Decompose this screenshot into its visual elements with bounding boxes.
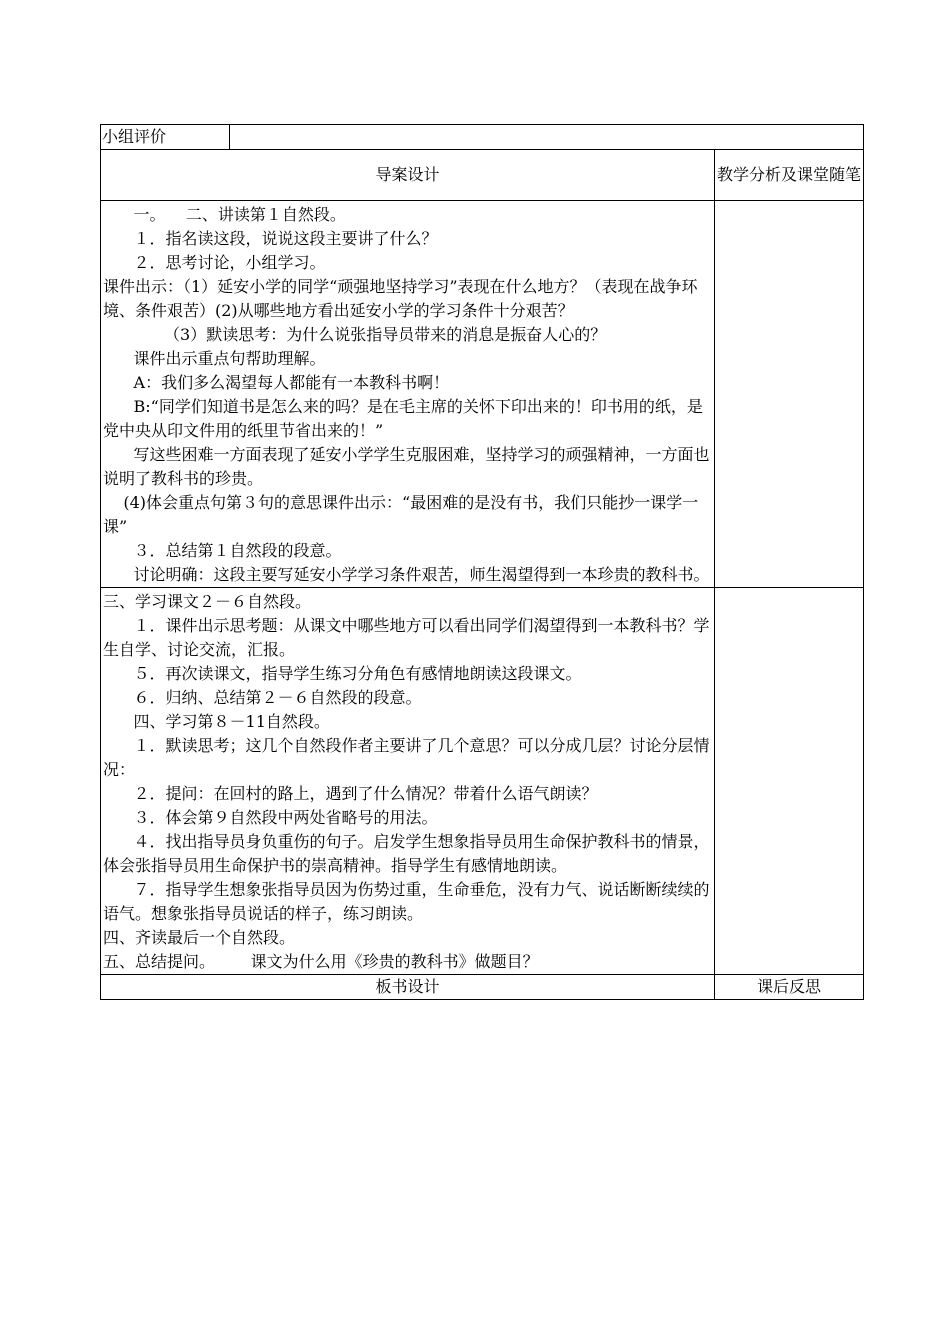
- analysis-title: 教学分析及课堂随笔: [715, 150, 864, 201]
- section-two-paragraph: 三、学习课文２－６自然段。: [103, 592, 312, 611]
- section-one-paragraph: B:“同学们知道书是怎么来的吗？是在毛主席的关怀下印出来的！印书用的纸，是党中央从印文件用的纸里节省出来的！”: [103, 397, 703, 440]
- section-two-row: [101, 588, 864, 975]
- section-one-paragraph: A：我们多么渴望每人都能有一本教科书啊！: [103, 373, 450, 392]
- section-two-paragraph: ６．归纳、总结第２－６自然段的段意。: [103, 688, 422, 707]
- section-one-paragraph: １．指名读这段，说说这段主要讲了什么？: [103, 229, 438, 248]
- group-evaluation-row: [101, 125, 864, 150]
- lesson-plan-table: [100, 124, 864, 1000]
- section-two-paragraph: １．默读思考；这几个自然段作者主要讲了几个意思？可以分成几层？讨论分层情况：: [103, 736, 710, 779]
- section-two-paragraph: １．课件出示思考题：从课文中哪些地方可以看出同学们渴望得到一本教科书？学生自学、讨论交流，汇报。: [103, 616, 710, 659]
- section-two-content: [101, 588, 715, 975]
- footer-row: [101, 975, 864, 1000]
- header-row: [101, 150, 864, 201]
- board-design-title: 板书设计: [101, 975, 715, 1000]
- section-one-paragraph: 讨论明确：这段主要写延安小学学习条件艰苦，师生渴望得到一本珍贵的教科书。: [103, 565, 710, 584]
- section-two-paragraph: ３．体会第９自然段中两处省略号的用法。: [103, 808, 438, 827]
- section-one-paragraph: 写这些困难一方面表现了延安小学学生克服困难，坚持学习的顽强精神，一方面也说明了教科书的珍贵。: [103, 445, 710, 488]
- section-one-content: [101, 201, 715, 588]
- section-one-paragraph: 一。 二、讲读第１自然段。: [103, 205, 346, 224]
- section-one-paragraph: （3）默读思考：为什么说张指导员带来的消息是振奋人心的？: [103, 325, 607, 344]
- section-two-notes: [715, 588, 864, 975]
- section-one-row: [101, 201, 864, 588]
- group-evaluation-value: [230, 125, 864, 150]
- reflection-title: 课后反思: [715, 975, 864, 1000]
- section-one-paragraph: 课件出示重点句帮助理解。: [103, 349, 326, 368]
- group-evaluation-label: 小组评价: [101, 125, 230, 150]
- section-two-paragraph: ５．再次读课文，指导学生练习分角色有感情地朗读这段课文。: [103, 664, 582, 683]
- section-two-paragraph: 四、学习第８－11自然段。: [103, 712, 330, 731]
- section-two-paragraph: ４．找出指导员身负重伤的句子。启发学生想象指导员用生命保护教科书的情景，体会张指导员用生命保护书的崇高精神。指导学生有感情地朗读。: [103, 832, 710, 875]
- section-two-paragraph: 五、总结提问。 课文为什么用《珍贵的教科书》做题目？: [103, 952, 539, 971]
- section-two-paragraph: 四、齐读最后一个自然段。: [103, 928, 296, 947]
- section-one-notes: [715, 201, 864, 588]
- section-one-paragraph: (4)体会重点句第３句的意思课件出示：“最困难的是没有书，我们只能抄一课学一课”: [103, 493, 699, 536]
- section-one-paragraph: 课件出示：（1）延安小学的同学“顽强地坚持学习”表现在什么地方？（表现在战争环境、条件艰苦）(2)从哪些地方看出延安小学的学习条件十分艰苦？: [103, 277, 698, 320]
- section-one-paragraph: ３．总结第１自然段的段意。: [103, 541, 342, 560]
- section-one-paragraph: ２．思考讨论，小组学习。: [103, 253, 326, 272]
- section-two-paragraph: ７．指导学生想象张指导员因为伤势过重，生命垂危，没有力气、说话断断续续的语气。想象张指导员说话的样子，练习朗读。: [103, 880, 710, 923]
- design-title: 导案设计: [101, 150, 715, 201]
- section-two-paragraph: ２．提问：在回村的路上，遇到了什么情况？带着什么语气朗读？: [103, 784, 598, 803]
